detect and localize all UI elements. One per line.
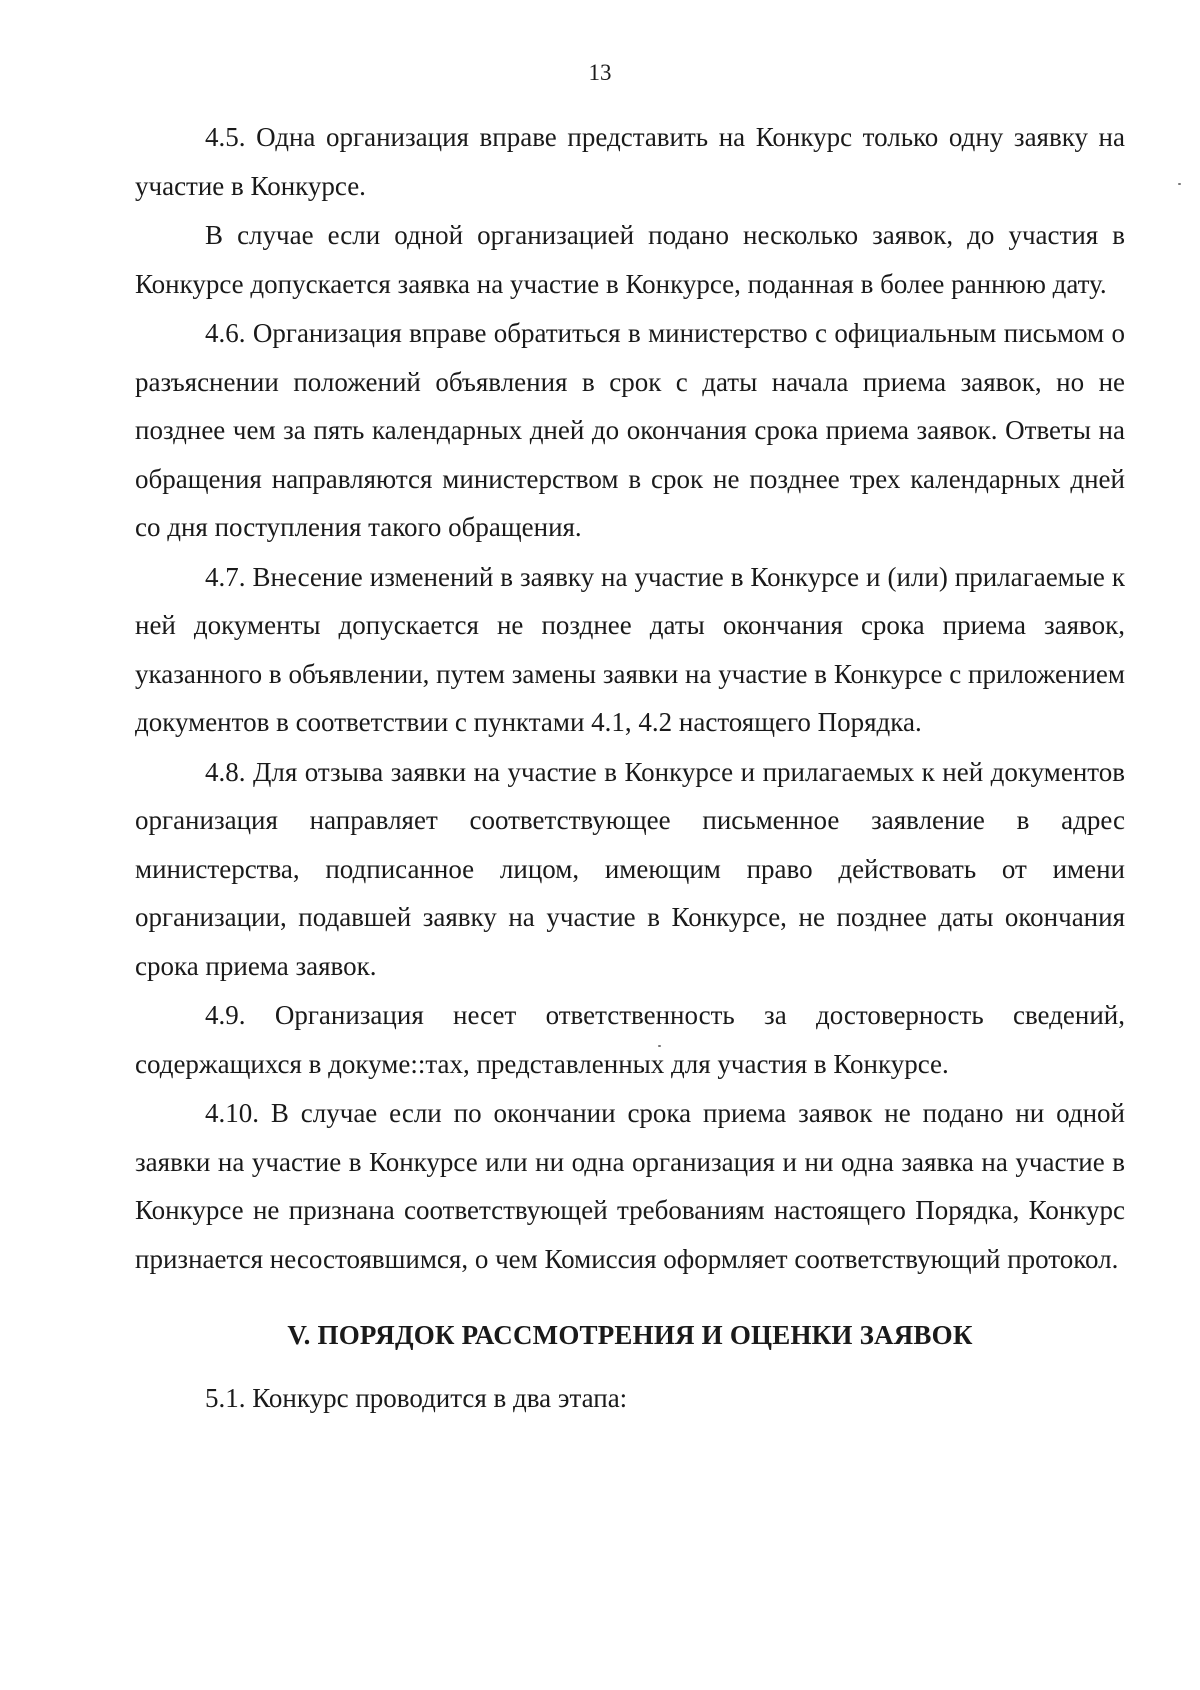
paragraph-4-8: 4.8. Для отзыва заявки на участие в Конкурсе и прилагаемых к ней документов организация направляет соответствующее письменное заявление в адрес министерства, подписанное лицом, имеющим право действовать от имени организации, подавшей заявку на участие в Конкурсе, не позднее даты окончания срока приема заявок. xyxy=(135,756,1125,981)
page-number: 13 xyxy=(588,60,612,85)
paragraph-4-6: 4.6. Организация вправе обратиться в министерство с официальным письмом о разъяснении положений объявления в срок с даты начала приема заявок, но не позднее чем за пять календарных дней до окончания срока приема заявок. Ответы на обращения направляются министерством в срок не позднее трех календарных дней со дня поступления такого обращения. xyxy=(135,318,1125,542)
paragraph-4-10: 4.10. В случае если по окончании срока приема заявок не подано ни одной заявки на участие в Конкурсе или ни одна организация и ни одна заявка на участие в Конкурсе не признана соответствующей требованиям настоящего Порядка, Конкурс признается несостоявшимся, о чем Комиссия оформляет соответствующий протокол. xyxy=(135,1098,1125,1274)
section-heading: V. ПОРЯДОК РАССМОТРЕНИЯ И ОЦЕНКИ ЗАЯВОК xyxy=(287,1320,973,1350)
paragraph-5-1: 5.1. Конкурс проводится в два этапа: xyxy=(205,1382,628,1413)
scan-speck xyxy=(1178,183,1181,185)
scan-speck xyxy=(658,1045,661,1047)
paragraph-4-5: 4.5. Одна организация вправе представить на Конкурс только одну заявку на участие в Конкурсе. xyxy=(135,122,1125,201)
paragraph-4-5-note: В случае если одной организацией подано несколько заявок, до участия в Конкурсе допускается заявка на участие в Конкурсе, поданная в более раннюю дату. xyxy=(135,220,1125,299)
document-body xyxy=(135,113,1125,1423)
paragraph-4-7: 4.7. Внесение изменений в заявку на участие в Конкурсе и (или) прилагаемые к ней документы допускается не позднее даты окончания срока приема заявок, указанного в объявлении, путем замены заявки на участие в Конкурсе с приложением документов в соответствии с пунктами 4.1, 4.2 настоящего Порядка. xyxy=(135,561,1125,737)
paragraph-4-9: 4.9. Организация несет ответственность за достоверность сведений, содержащихся в докуме::тах, представленных для участия в Конкурсе. xyxy=(135,1000,1125,1079)
